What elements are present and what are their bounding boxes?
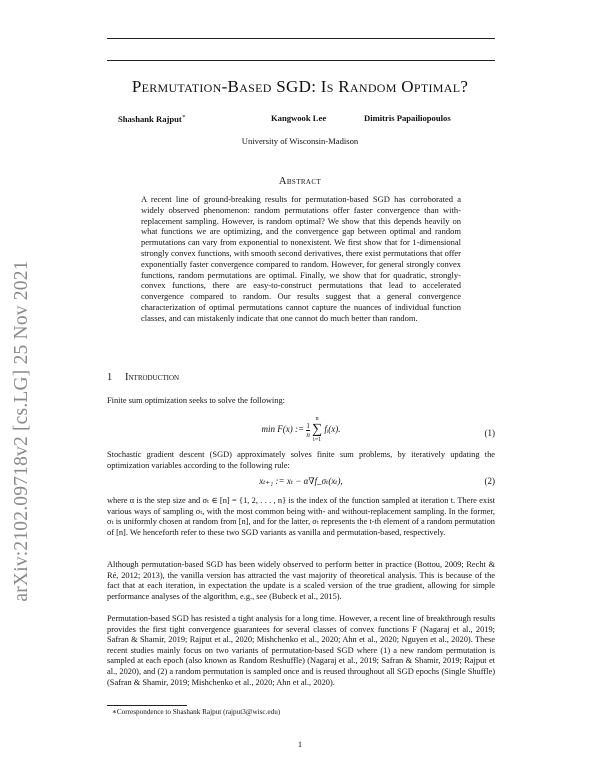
intro-paragraph-5: Permutation-based SGD has resisted a tight analysis for a long time. However, a recent line of breakthrough results provides the first tight convergence guarantees for several classes of convex functions F (Nagaraj et al., 2019; Safran & Shamir, 2019; Rajput et al., 2020; Mishchenko et al., 2020; Ahn et al., 2020; Nguyen et al., 2020). These recent studies mainly focus on two variants of permutation-based SGD where (1) a new random permutation is sampled at each epoch (also known as Random Reshuffle) (Nagaraj et al., 2019; Safran & Shamir, 2019; Rajput et al., 2020), and (2) a random permutation is sampled once and is reused throughout all SGD epochs (Single Shuffle) (Safran & Shamir, 2019; Mishchenko et al., 2020; Ahn et al., 2020). (107, 614, 495, 687)
eq1-sum (312, 416, 322, 444)
equation-1 (107, 414, 495, 444)
author-3: Dimitris Papailiopoulos (364, 113, 451, 123)
footnote: ∗Correspondence to Shashank Rajput (rajput3@wisc.edu) (112, 708, 281, 716)
eq1-sum-bottom: i=1 (313, 437, 322, 443)
title-rule (107, 60, 495, 61)
author-list (100, 113, 500, 127)
intro-paragraph-3: where α is the step size and σₜ ∈ [n] = {1, 2, . . . , n} is the index of the function sampled at iteration t. There exist various ways of sampling σₜ, with the most common being with- and without-replacement sampling. In the former, σₜ is uniformly chosen at random from [n], and for the latter, σₜ represents the t-th element of a random permutation of [n]. We henceforth refer to these two SGD variants as vanilla and permutation-based, respectively. (107, 496, 495, 537)
eq1-rhs: fᵢ(x). (324, 424, 341, 435)
eq1-frac-den: n (306, 430, 310, 439)
equation-1-tag: (1) (484, 428, 495, 438)
author-2: Kangwook Lee (271, 113, 327, 123)
author-1-mark: ∗ (181, 114, 186, 120)
intro-paragraph-2: Stochastic gradient descent (SGD) approximately solves finite sum problems, by iteratively updating the optimization variables according to the following rule: (107, 450, 495, 470)
top-rule (107, 38, 495, 39)
affiliation: University of Wisconsin-Madison (241, 136, 359, 146)
equation-2-body: xₜ₊₁ := xₜ − α∇f_σₜ(xₜ), (259, 476, 343, 486)
intro-paragraph-4: Although permutation-based SGD has been widely observed to perform better in practice (Bottou, 2009; Recht & Ré, 2012; 2013), the vanilla version has attracted the vast majority of theoretical analysis. This is because of the fact that at each iteration, in expectation the update is a scaled version of the true gradient, allowing for simple performance analyses of the algorithm, e.g., see (Bubeck et al., 2015). (107, 560, 495, 601)
page-number: 1 (297, 739, 303, 749)
arxiv-stamp-container (2, 196, 42, 666)
section-title: Introduction (125, 372, 180, 383)
equation-1-body (107, 416, 495, 444)
eq1-fraction (306, 422, 310, 439)
eq1-lhs: min F(x) := (261, 424, 305, 435)
section-heading (107, 372, 179, 383)
footnote-rule (107, 705, 187, 706)
author-1-name: Shashank Rajput (118, 113, 182, 124)
equation-2 (107, 476, 495, 490)
paper-title: Permutation-Based SGD: Is Random Optimal? (131, 77, 469, 96)
abstract-text: A recent line of ground-breaking results for permutation-based SGD has corroborated a widely observed phenomenon: random permutations offer faster convergence than with-replacement sampling. However, is random optimal? We show that this depends heavily on what functions we are optimizing, and the convergence gap between optimal and random permutations can vary from exponential to nonexistent. We first show that for 1-dimensional strongly convex functions, with smooth second derivatives, there exist permutations that offer exponentially faster convergence compared to random. However, for general strongly convex functions, random permutations are optimal. Finally, we show that for quadratic, strongly-convex functions, there are easy-to-construct permutations that lead to accelerated convergence compared to random. Our results suggest that a general convergence characterization of optimal permutations cannot capture the nuances of individual function classes, and can mistakenly indicate that one cannot do much better than random. (141, 194, 461, 323)
eq1-sum-top: n (315, 416, 319, 422)
equation-2-tag: (2) (484, 476, 495, 486)
sigma-icon: ∑ (312, 422, 323, 437)
intro-paragraph-1: Finite sum optimization seeks to solve the following: (107, 396, 285, 405)
arxiv-stamp[interactable]: arXiv:2102.09718v2 [cs.LG] 25 Nov 2021 (11, 260, 32, 602)
section-number: 1 (107, 372, 113, 383)
author-1 (118, 113, 186, 124)
abstract-heading: Abstract (278, 176, 322, 187)
eq1-frac-num: 1 (306, 421, 310, 430)
